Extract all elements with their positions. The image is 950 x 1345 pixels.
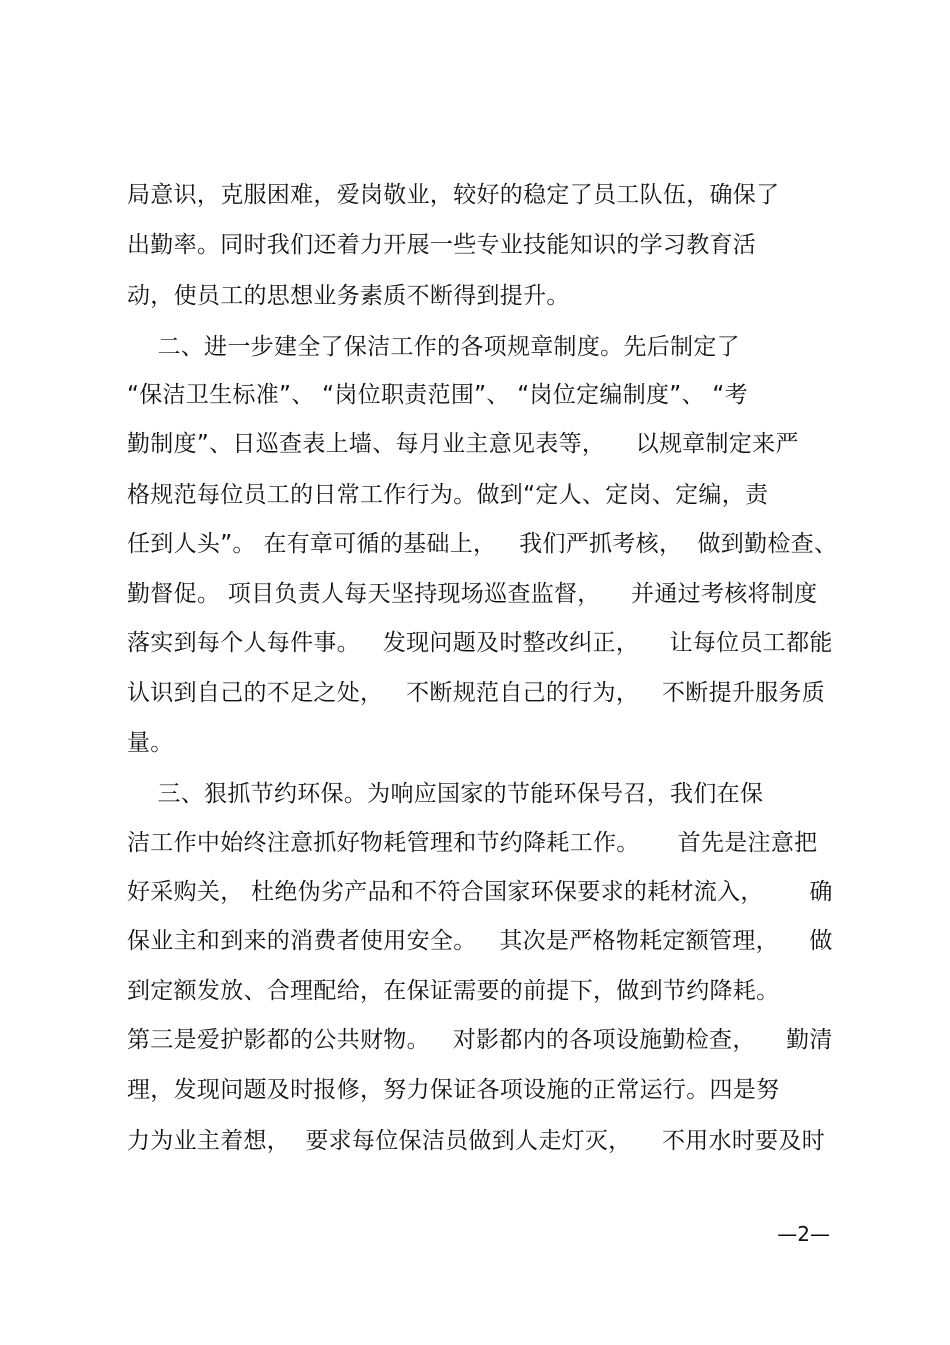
text-line-17: 到定额发放、合理配给，在保证需要的前提下，做到节约降耗。 <box>127 978 780 1004</box>
text-line-10: 落实到每个人每件事。 发现问题及时整改纠正， 让每位员工都能 <box>127 630 833 656</box>
text-line-1: 局意识，克服困难，爱岗敬业，较好的稳定了员工队伍，确保了 <box>127 182 780 208</box>
text-line-13: 三、狠抓节约环保。为响应国家的节能环保号召，我们在保 <box>127 781 764 807</box>
text-line-2: 出勤率。同时我们还着力开展一些专业技能知识的学习教育活 <box>127 232 757 258</box>
text-line-20: 力为业主着想， 要求每位保洁员做到人走灯灭， 不用水时要及时 <box>127 1128 826 1154</box>
text-line-14: 洁工作中始终注意抓好物耗管理和节约降耗工作。 首先是注意把 <box>127 830 818 856</box>
text-line-7: 格规范每位员工的日常工作行为。做到“定人、定岗、定编，责 <box>127 482 769 508</box>
text-line-6: 勤制度”、日巡查表上墙、每月业主意见表等， 以规章制定来严 <box>127 431 799 457</box>
page-number: —2— <box>777 1222 830 1246</box>
text-line-5: “保洁卫生标准”、 “岗位职责范围”、 “岗位定编制度”、 “考 <box>127 382 748 408</box>
text-line-8: 任到人头”。 在有章可循的基础上， 我们严抓考核， 做到勤检查、 <box>127 531 838 557</box>
text-line-18: 第三是爱护影都的公共财物。 对影都内的各项设施勤检查， 勤清 <box>127 1027 833 1053</box>
text-line-15: 好采购关， 杜绝伪劣产品和不符合国家环保要求的耗材流入， 确 <box>127 879 833 905</box>
text-line-16: 保业主和到来的消费者使用安全。 其次是严格物耗定额管理， 做 <box>127 928 833 954</box>
text-line-9: 勤督促。 项目负责人每天坚持现场巡查监督， 并通过考核将制度 <box>127 581 818 607</box>
text-line-4: 二、进一步建全了保洁工作的各项规章制度。先后制定了 <box>127 334 740 360</box>
text-line-3: 动，使员工的思想业务素质不断得到提升。 <box>127 283 570 309</box>
text-line-19: 理，发现问题及时报修，努力保证各项设施的正常运行。四是努 <box>127 1077 780 1103</box>
text-line-11: 认识到自己的不足之处， 不断规范自己的行为， 不断提升服务质 <box>127 680 826 706</box>
text-line-12: 量。 <box>127 730 174 756</box>
